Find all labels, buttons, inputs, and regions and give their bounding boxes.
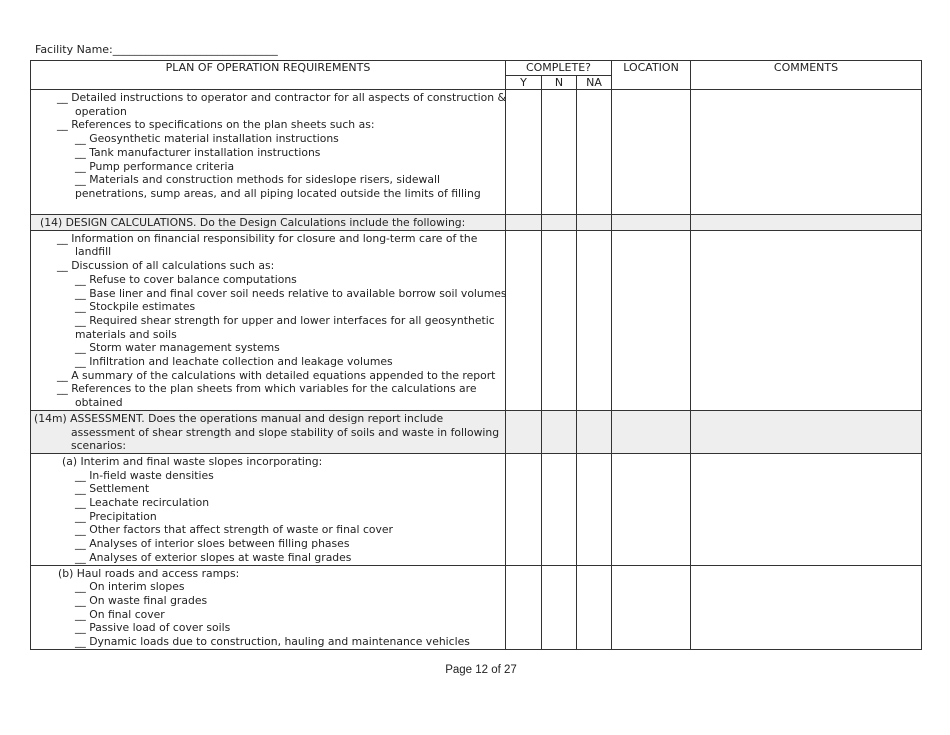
requirement-cell bbox=[31, 90, 506, 215]
section-heading-cell bbox=[31, 215, 506, 231]
comments-cell[interactable] bbox=[691, 90, 922, 215]
location-cell[interactable] bbox=[612, 453, 691, 565]
list-item: __ Discussion of all calculations such as: bbox=[57, 259, 275, 273]
list-item: __ In-field waste densities bbox=[75, 468, 214, 482]
list-item: __ On final cover bbox=[75, 607, 165, 621]
list-item: __ Refuse to cover balance computations bbox=[75, 272, 297, 286]
na-cell[interactable] bbox=[577, 453, 612, 565]
y-cell[interactable] bbox=[506, 410, 542, 453]
list-item: obtained bbox=[75, 396, 123, 410]
list-item: __ Required shear strength for upper and lower interfaces for all geosynthetic bbox=[75, 313, 495, 327]
list-item: __ Analyses of interior sloes between filling phases bbox=[75, 537, 350, 551]
requirement-cell bbox=[31, 230, 506, 410]
section-heading-cell bbox=[31, 410, 506, 453]
facility-name-field[interactable]: Facility Name:______________________________ bbox=[35, 43, 278, 56]
comments-cell[interactable] bbox=[691, 215, 922, 231]
list-item: (b) Haul roads and access ramps: bbox=[58, 566, 240, 580]
section-row bbox=[31, 215, 922, 231]
na-cell[interactable] bbox=[577, 410, 612, 453]
n-cell[interactable] bbox=[542, 565, 577, 649]
location-cell[interactable] bbox=[612, 565, 691, 649]
n-header: N bbox=[542, 76, 577, 90]
list-item: (a) Interim and final waste slopes incorporating: bbox=[62, 454, 323, 468]
y-cell[interactable] bbox=[506, 453, 542, 565]
n-cell[interactable] bbox=[542, 410, 577, 453]
list-item: operation bbox=[75, 104, 127, 118]
comments-cell[interactable] bbox=[691, 410, 922, 453]
list-item: __ Tank manufacturer installation instructions bbox=[75, 145, 321, 159]
location-cell[interactable] bbox=[612, 230, 691, 410]
list-item: __ On interim slopes bbox=[75, 580, 185, 594]
table-row bbox=[31, 453, 922, 565]
list-item: __ References to specifications on the plan sheets such as: bbox=[57, 118, 375, 132]
list-item: __ Storm water management systems bbox=[75, 341, 280, 355]
na-header: NA bbox=[577, 76, 612, 90]
list-item: __ Leachate recirculation bbox=[75, 496, 210, 510]
section-heading-cont: scenarios: bbox=[71, 439, 126, 453]
n-cell[interactable] bbox=[542, 215, 577, 231]
y-cell[interactable] bbox=[506, 90, 542, 215]
location-cell[interactable] bbox=[612, 215, 691, 231]
n-cell[interactable] bbox=[542, 90, 577, 215]
list-item: __ Detailed instructions to operator and contractor for all aspects of construction & bbox=[57, 91, 506, 104]
complete-header: COMPLETE? bbox=[506, 61, 612, 76]
na-cell[interactable] bbox=[577, 230, 612, 410]
comments-cell[interactable] bbox=[691, 453, 922, 565]
section-heading: (14) DESIGN CALCULATIONS. Do the Design Calculations include the following: bbox=[40, 216, 466, 229]
comments-header: COMMENTS bbox=[691, 61, 922, 90]
list-item: __ A summary of the calculations with detailed equations appended to the report bbox=[57, 368, 496, 382]
comments-cell[interactable] bbox=[691, 230, 922, 410]
section-heading-cont: assessment of shear strength and slope stability of soils and waste in following bbox=[71, 425, 500, 439]
list-item: __ Precipitation bbox=[75, 509, 157, 523]
location-header: LOCATION bbox=[612, 61, 691, 90]
y-cell[interactable] bbox=[506, 215, 542, 231]
page-number: Page 12 of 27 bbox=[445, 664, 517, 676]
y-cell[interactable] bbox=[506, 565, 542, 649]
list-item: __ Materials and construction methods for sideslope risers, sidewall bbox=[75, 173, 440, 187]
n-cell[interactable] bbox=[542, 230, 577, 410]
requirement-cell bbox=[31, 453, 506, 565]
table-row bbox=[31, 90, 922, 215]
requirement-cell bbox=[31, 565, 506, 649]
list-item: landfill bbox=[75, 245, 112, 259]
list-item: __ Analyses of exterior slopes at waste final grades bbox=[75, 550, 352, 564]
list-item: __ Pump performance criteria bbox=[75, 159, 235, 173]
header-row bbox=[31, 61, 922, 76]
list-item: __ Settlement bbox=[75, 482, 150, 496]
list-item: __ References to the plan sheets from which variables for the calculations are bbox=[57, 382, 477, 396]
table-row bbox=[31, 230, 922, 410]
list-item: __ On waste final grades bbox=[75, 593, 208, 607]
na-cell[interactable] bbox=[577, 90, 612, 215]
na-cell[interactable] bbox=[577, 565, 612, 649]
list-item: __ Base liner and final cover soil needs relative to available borrow soil volumes bbox=[75, 286, 507, 300]
n-cell[interactable] bbox=[542, 453, 577, 565]
list-item: __ Infiltration and leachate collection and leakage volumes bbox=[75, 355, 393, 369]
y-header: Y bbox=[506, 76, 542, 90]
table-row bbox=[31, 565, 922, 649]
list-item: __ Dynamic loads due to construction, hauling and maintenance vehicles bbox=[75, 635, 470, 649]
section-heading: (14m) ASSESSMENT. Does the operations manual and design report include bbox=[34, 411, 444, 425]
list-item: __ Passive load of cover soils bbox=[75, 621, 231, 635]
location-cell[interactable] bbox=[612, 90, 691, 215]
requirements-table bbox=[30, 60, 922, 650]
requirements-header: PLAN OF OPERATION REQUIREMENTS bbox=[31, 61, 506, 90]
location-cell[interactable] bbox=[612, 410, 691, 453]
na-cell[interactable] bbox=[577, 215, 612, 231]
list-item: __ Geosynthetic material installation instructions bbox=[75, 132, 339, 146]
y-cell[interactable] bbox=[506, 230, 542, 410]
list-item: materials and soils bbox=[75, 327, 177, 341]
list-item: penetrations, sump areas, and all piping located outside the limits of filling bbox=[75, 186, 481, 200]
list-item: __ Information on financial responsibility for closure and long-term care of the bbox=[57, 231, 478, 245]
comments-cell[interactable] bbox=[691, 565, 922, 649]
list-item: __ Other factors that affect strength of waste or final cover bbox=[75, 523, 393, 537]
list-item: __ Stockpile estimates bbox=[75, 300, 196, 314]
section-row bbox=[31, 410, 922, 453]
